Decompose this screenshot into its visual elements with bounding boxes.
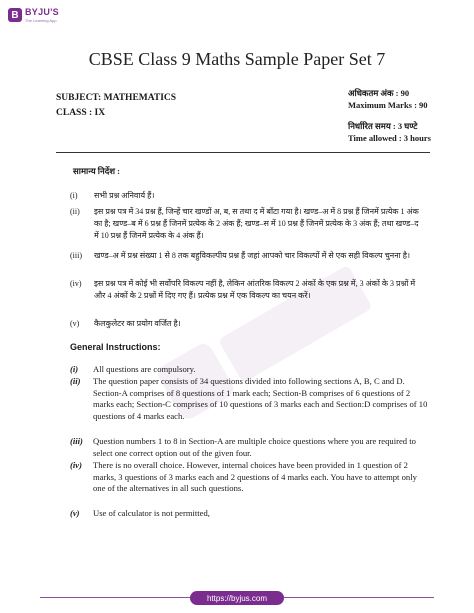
english-instruction-text: All questions are compulsory.: [93, 364, 196, 374]
subject-class-block: [56, 91, 176, 121]
hindi-instruction-text: कैलकुलेटर का प्रयोग वर्जित है।: [94, 319, 181, 328]
hindi-instruction-number: (v): [70, 319, 80, 328]
max-marks-hindi: अधिकतम अंक : 90: [348, 88, 410, 98]
hindi-instruction-text: इस प्रश्न पत्र में कोई भी सर्वोपरि विकल्प नहीं है, लेकिन आंतरिक विकल्प 2 अंकों के एक प्रश्न में, 3 अंकों के 3 प्रश्नों में और 4 अंकों के 2 प्रश्नों में दिए गए हैं। प्रत्येक प्रश्न में एक विकल्प का चयन करें।: [94, 279, 416, 300]
hindi-instruction-item: [70, 250, 425, 262]
hindi-instruction-item: [70, 206, 425, 242]
english-instruction-item: [70, 376, 430, 422]
hindi-instruction-number: (iv): [70, 279, 82, 288]
hindi-instruction-number: (i): [70, 191, 78, 200]
english-instruction-item: [70, 508, 430, 520]
english-instruction-number: (iv): [70, 460, 82, 470]
subject-label: SUBJECT: MATHEMATICS: [56, 93, 177, 103]
header-divider: [56, 152, 430, 153]
marks-block: [348, 87, 428, 111]
english-instruction-number: (v): [70, 508, 80, 518]
logo-brand-name: BYJU'S: [25, 7, 59, 17]
byjus-logo: [8, 7, 59, 23]
hindi-instruction-text: खण्ड–अ में प्रश्न संख्या 1 से 8 तक बहुविकल्पीय प्रश्न हैं जहां आपको चार विकल्पों में से एक सही विकल्प चुनना है।: [94, 251, 411, 260]
general-instructions-heading: General Instructions:: [70, 342, 161, 352]
hindi-instruction-number: (iii): [70, 251, 82, 260]
english-instruction-number: (i): [70, 364, 79, 374]
english-instruction-text: There is no overall choice. However, internal choices have been provided in 1 question of 2 marks, 3 questions of 3 marks each and 2 questions of 4 marks each. You have to attempt only one of the alternatives in all such questions.: [93, 460, 417, 494]
hindi-instructions-heading: सामान्य निर्देश :: [73, 166, 120, 176]
hindi-instruction-item: [70, 278, 425, 302]
hindi-instruction-text: इस प्रश्न पत्र में 34 प्रश्न हैं, जिन्हें चार खण्डों अ, ब, स तथा द में बाँटा गया है। खण्ड–अ में 8 प्रश्न हैं जिनमें प्रत्येक 1 अंक का है; खण्ड–ब में 6 प्रश्न हैं जिनमें प्रत्येक के 2 अंक हैं; खण्ड–स में 10 प्रश्न हैं जिनमें प्रत्येक के 3 अंक हैं; तथा खण्ड–द में 10 प्रश्न हैं जिनमें प्रत्येक के 4 अंक हैं।: [94, 207, 419, 240]
hindi-instruction-item: [70, 318, 425, 330]
page-title: CBSE Class 9 Maths Sample Paper Set 7: [88, 49, 386, 69]
english-instruction-number: (iii): [70, 436, 83, 446]
hindi-instruction-item: [70, 190, 425, 202]
hindi-instruction-number: (ii): [70, 207, 80, 216]
english-instruction-number: (ii): [70, 376, 81, 386]
time-block: [348, 120, 431, 144]
footer-url-link[interactable]: https://byjus.com: [190, 591, 284, 605]
logo-tagline: The Learning App: [25, 18, 57, 23]
english-instruction-item: [70, 364, 430, 376]
english-instruction-text: Use of calculator is not permitted,: [93, 508, 210, 518]
max-marks-english: Maximum Marks : 90: [348, 100, 428, 110]
time-hindi: निर्धारित समय : 3 घण्टे: [348, 121, 418, 131]
byjus-logo-icon: B: [8, 8, 22, 22]
time-english: Time allowed : 3 hours: [348, 133, 431, 143]
english-instruction-text: The question paper consists of 34 questions divided into following sections A, B, C and D. Section-A comprises of 8 questions of 1 mark each; Section-B comprises of 6 questions of 2 marks each; Section-C comprises of 10 questions of 3 marks each and Section:D comprises of 10 questions of 4 marks each.: [93, 376, 428, 421]
class-label: CLASS : IX: [56, 108, 106, 118]
english-instruction-text: Question numbers 1 to 8 in Section-A are multiple choice questions where you are required to select one correct option out of the given four.: [93, 436, 416, 458]
hindi-instruction-text: सभी प्रश्न अनिवार्य हैं।: [94, 191, 155, 200]
english-instruction-item: [70, 460, 430, 495]
english-instruction-item: [70, 436, 430, 459]
